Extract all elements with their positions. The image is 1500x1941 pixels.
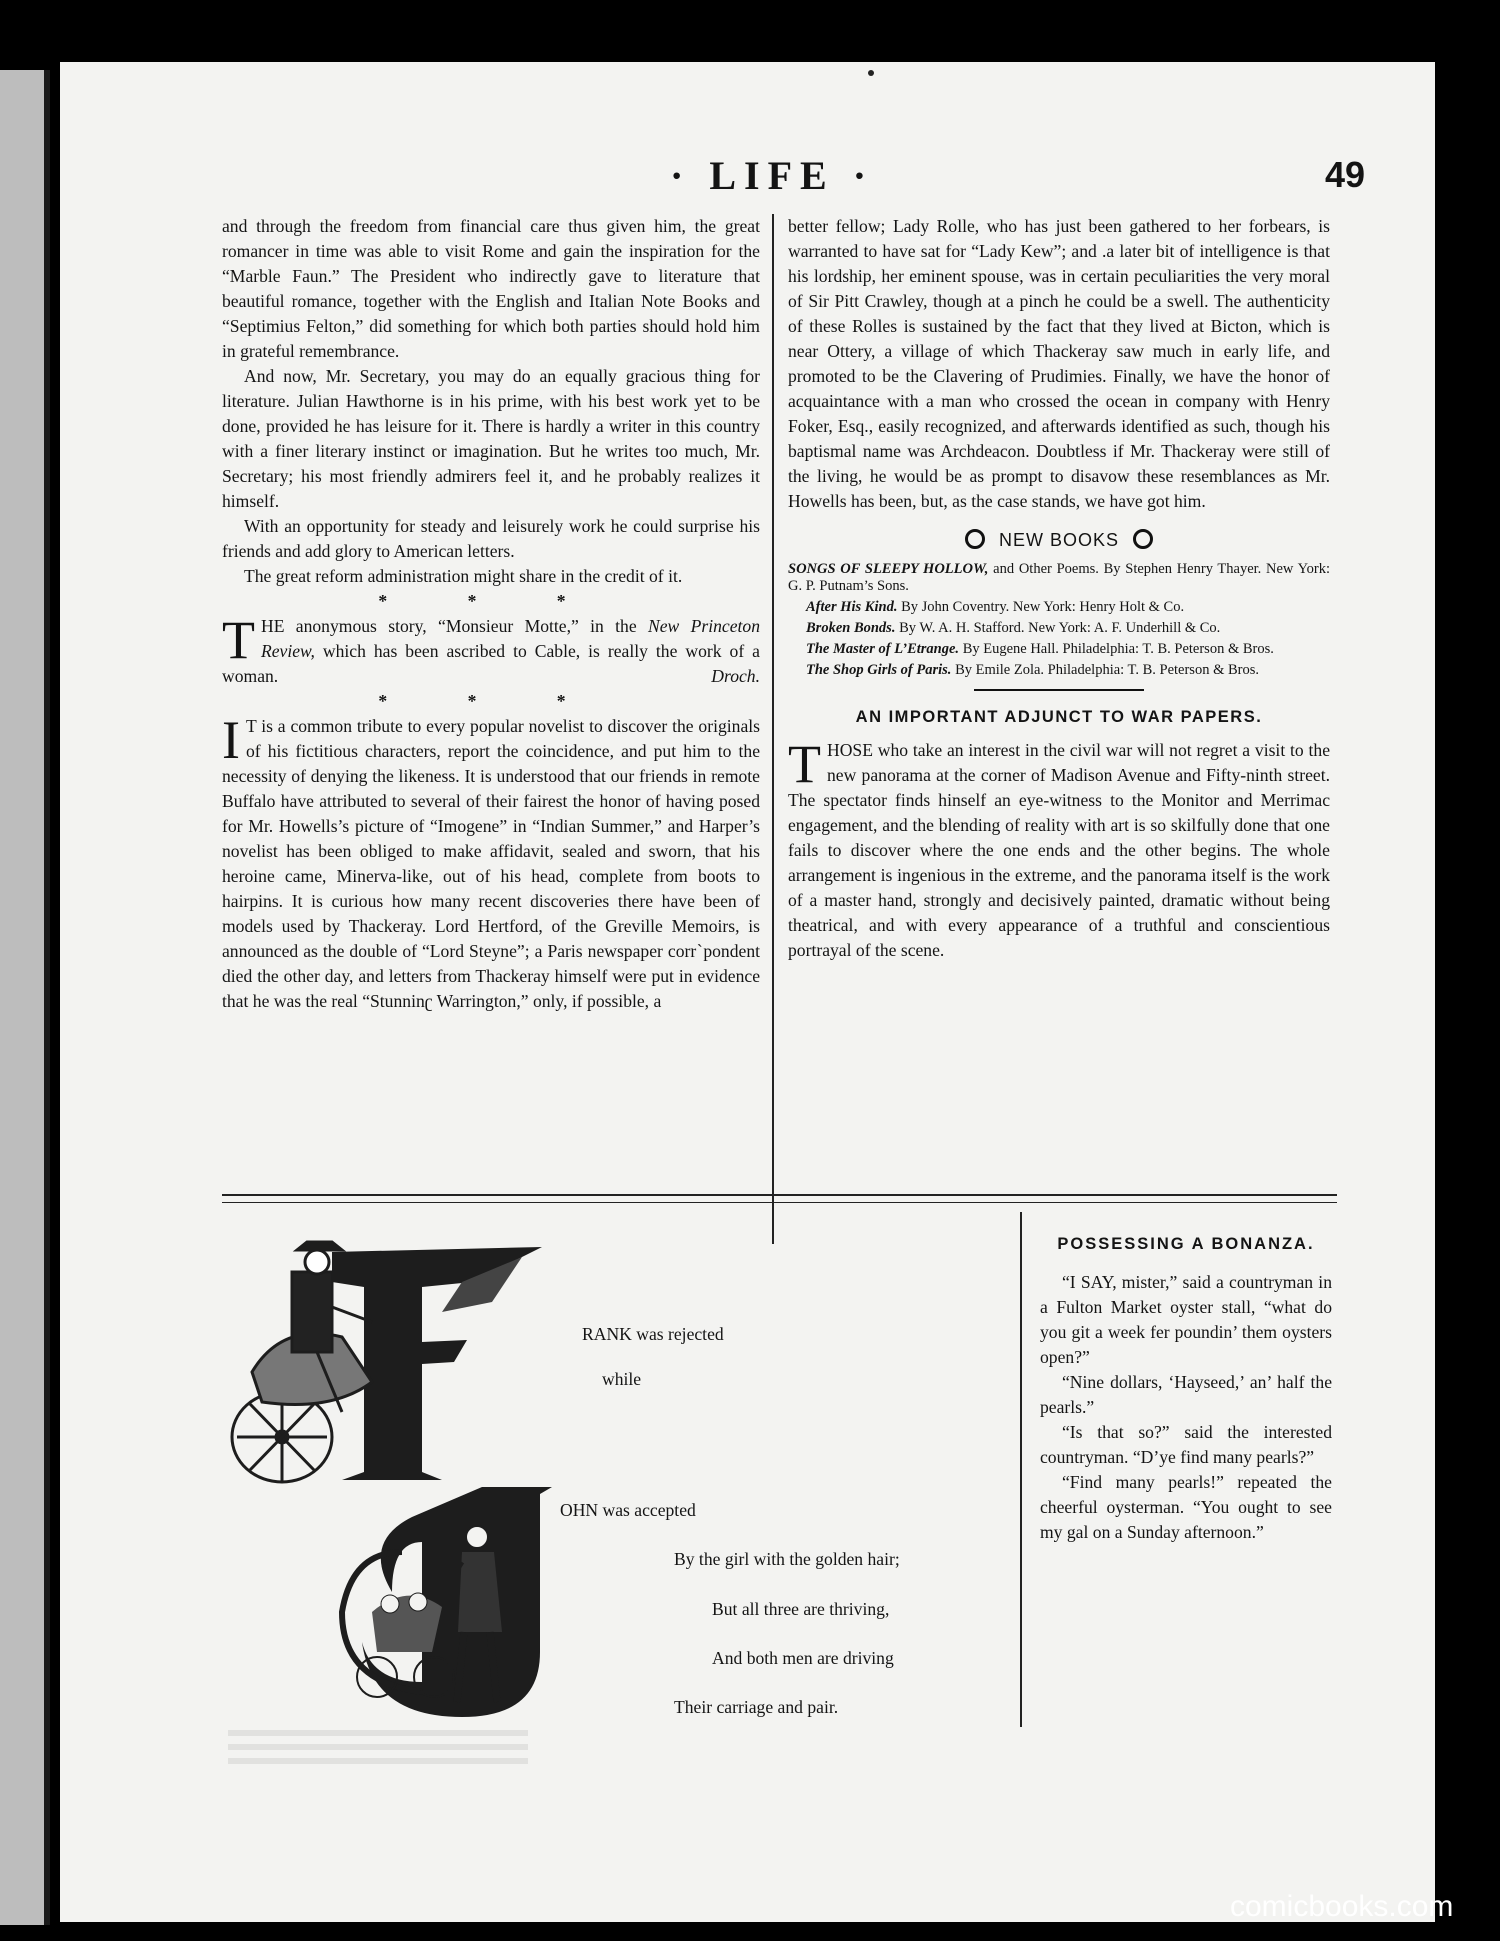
book-listing xyxy=(788,599,1330,616)
adjacent-page-edge xyxy=(0,70,50,1925)
column-divider xyxy=(1020,1212,1022,1727)
drop-cap: I xyxy=(222,710,240,770)
new-books-list xyxy=(788,561,1330,679)
book-details: By Eugene Hall. Philadelphia: T. B. Peterson & Bros. xyxy=(959,641,1274,657)
ink-speck xyxy=(868,70,874,76)
paragraph: better fellow; Lady Rolle, who has just been gathered to her forbears, is warranted to have sat for “Lady Kew”; and .a later bit of intelligence is that his lordship, her eminent spouse, was in certain peculiarities the very moral of Sir Pitt Crawley, though at a pinch he could be a swell. The authenticity of these Rolles is sustained by the fact that they lived at Bicton, which is near Ottery, a village of which Thackeray saw much in early life, and promoted to be the Clavering of Prudimies. Finally, we have the honor of acquaintance with a man who crossed the ocean in company with Henry Foker, Esq., easily recognized, and afterwards identified as such, though his baptismal name was Archdeacon. Doubtless if Mr. Thackeray were still of the living, he would be as prompt to disavow these resemblances as Mr. Howells has been, but, as the case stands, we have got him. xyxy=(788,216,1330,511)
bonanza-column xyxy=(1040,1230,1332,1545)
ornament-icon xyxy=(1133,529,1153,549)
author-signature: Droch. xyxy=(711,666,760,686)
book-listing xyxy=(788,620,1330,637)
book-details: By W. A. H. Stafford. New York: A. F. Underhill & Co. xyxy=(895,620,1221,636)
left-column xyxy=(222,214,760,1014)
magazine-page xyxy=(60,62,1435,1922)
magazine-title: · LIFE · xyxy=(670,153,875,198)
paragraph: With an opportunity for steady and leisurely work he could surprise his friends and add glory to American letters. xyxy=(222,516,760,561)
poem-line: OHN was accepted xyxy=(560,1500,696,1520)
paragraph-monsieur-motte: THE anonymous story, “Monsieur Motte,” in the New Princeton Review, which has been ascribed to Cable, is really the work of a woman. Droch. xyxy=(222,614,760,689)
page-header xyxy=(60,152,1435,202)
section-divider-stars: * * * xyxy=(378,691,604,711)
new-books-heading: NEW BOOKS xyxy=(788,528,1330,553)
book-title: Broken Bonds. xyxy=(806,620,896,636)
illustrated-poem xyxy=(222,1212,1002,1732)
book-details: and Other Poems. By Stephen Henry Thayer. New York: G. P. Putnam’s Sons. xyxy=(788,561,1330,594)
decorative-letter-j-icon xyxy=(342,1487,552,1717)
book-listing xyxy=(788,561,1330,595)
paragraph: “I SAY, mister,” said a countryman in a Fulton Market oyster stall, “what do you git a week fer poundin’ them oysters open?” xyxy=(1040,1272,1332,1367)
article-heading: AN IMPORTANT ADJUNCT TO WAR PAPERS. xyxy=(855,708,1263,726)
decorative-letter-f-icon xyxy=(332,1247,542,1480)
drop-cap: T xyxy=(222,610,255,670)
ornament-icon xyxy=(965,529,985,549)
paragraph: And now, Mr. Secretary, you may do an equally gracious thing for literature. Julian Hawthorne is in his prime, with his best work yet to be done, provided he has leisure for it. There is hardly a writer in this country with a finer literary instinct or imagination. But he writes too much, Mr. Secretary; his most friendly admirers feel it, and he probably realizes it himself. xyxy=(222,366,760,511)
drop-cap: T xyxy=(788,734,821,794)
right-column xyxy=(788,214,1330,963)
column-divider xyxy=(772,214,774,1244)
poem-line: And both men are driving xyxy=(712,1648,894,1668)
short-rule xyxy=(974,689,1144,691)
book-title: The Master of L’Etrange. xyxy=(806,641,960,657)
paragraph: “Nine dollars, ‘Hayseed,’ an’ half the pearls.” xyxy=(1040,1372,1332,1417)
book-listing xyxy=(788,662,1330,679)
book-details: By John Coventry. New York: Henry Holt & Co. xyxy=(897,599,1185,615)
paragraph: The great reform administration might share in the credit of it. xyxy=(244,566,683,586)
paragraph-panorama: THOSE who take an interest in the civil war will not regret a visit to the new panorama at the corner of Madison Avenue and Fifty-ninth street. The spectator finds hinself an eye-witness to the Monitor and Merrimac engagement, and the blending of reality with art is so skilfully done that one fails to discover where the one ends and the other begins. The whole arrangement is ingenious in the extreme, and the panorama itself is the work of a master hand, strongly and decisively painted, dramatic without being theatrical, and with every appearance of a truthful and conscientious portrayal of the scene. xyxy=(788,734,1330,960)
section-rule xyxy=(222,1194,1337,1203)
publication-title: New Princeton Review, xyxy=(261,616,760,661)
paragraph: “Is that so?” said the interested countryman. “D’ye find many pearls?” xyxy=(1040,1422,1332,1467)
book-listing xyxy=(788,641,1330,658)
section-divider-stars: * * * xyxy=(378,591,604,611)
article-heading: POSSESSING A BONANZA. xyxy=(1057,1235,1315,1253)
poem-line: while xyxy=(602,1369,642,1389)
poem-line: But all three are thriving, xyxy=(712,1599,890,1619)
poem-line: RANK was rejected xyxy=(582,1324,724,1344)
book-details: By Emile Zola. Philadelphia: T. B. Peterson & Bros. xyxy=(951,662,1259,678)
page-number: 49 xyxy=(1324,154,1365,195)
book-title: SONGS OF SLEEPY HOLLOW, xyxy=(788,561,989,577)
paragraph: “Find many pearls!” repeated the cheerful oysterman. “You ought to see my gal on a Sunday afternoon.” xyxy=(1040,1472,1332,1542)
poem-line: By the girl with the golden hair; xyxy=(674,1549,900,1569)
paragraph: and through the freedom from financial care thus given him, the great romancer in time was able to visit Rome and gain the inspiration for the “Marble Faun.” The President who indirectly gave to literature that beautiful romance, together with the English and Italian Note Books and “Septimius Felton,” did something for which both parties should hold him in grateful remembrance. xyxy=(222,216,760,361)
book-title: The Shop Girls of Paris. xyxy=(806,662,952,678)
poem-line: Their carriage and pair. xyxy=(674,1697,839,1717)
bleed-through-text xyxy=(228,1722,528,1782)
book-title: After His Kind. xyxy=(806,599,898,615)
paragraph-novelist-originals: I T is a common tribute to every popular novelist to discover the originals of his fictitious characters, report the coincidence, and put him to the necessity of denying the likeness. It is understood that our friends in remote Buffalo have attributed to several of their fairest the honor of having posed for Mr. Howells’s picture of “Imogene” in “Indian Summer,” and Harper’s novelist has been obliged to make affidavit, sealed and sworn, that his heroine came, Minerva-like, out of his head, complete from boots to hairpins. It is curious how many recent discoveries there have been of models used by Thackeray. Lord Hertford, of the Greville Memoirs, is announced as the double of “Lord Steyne”; a Paris newspaper corrˋpondent died the other day, and letters from Thackeray himself were put in evidence that he was the real “Stunninʗ Warrington,” only, if possible, a xyxy=(222,710,760,1011)
watermark: comicbooks.com xyxy=(1230,1890,1454,1923)
